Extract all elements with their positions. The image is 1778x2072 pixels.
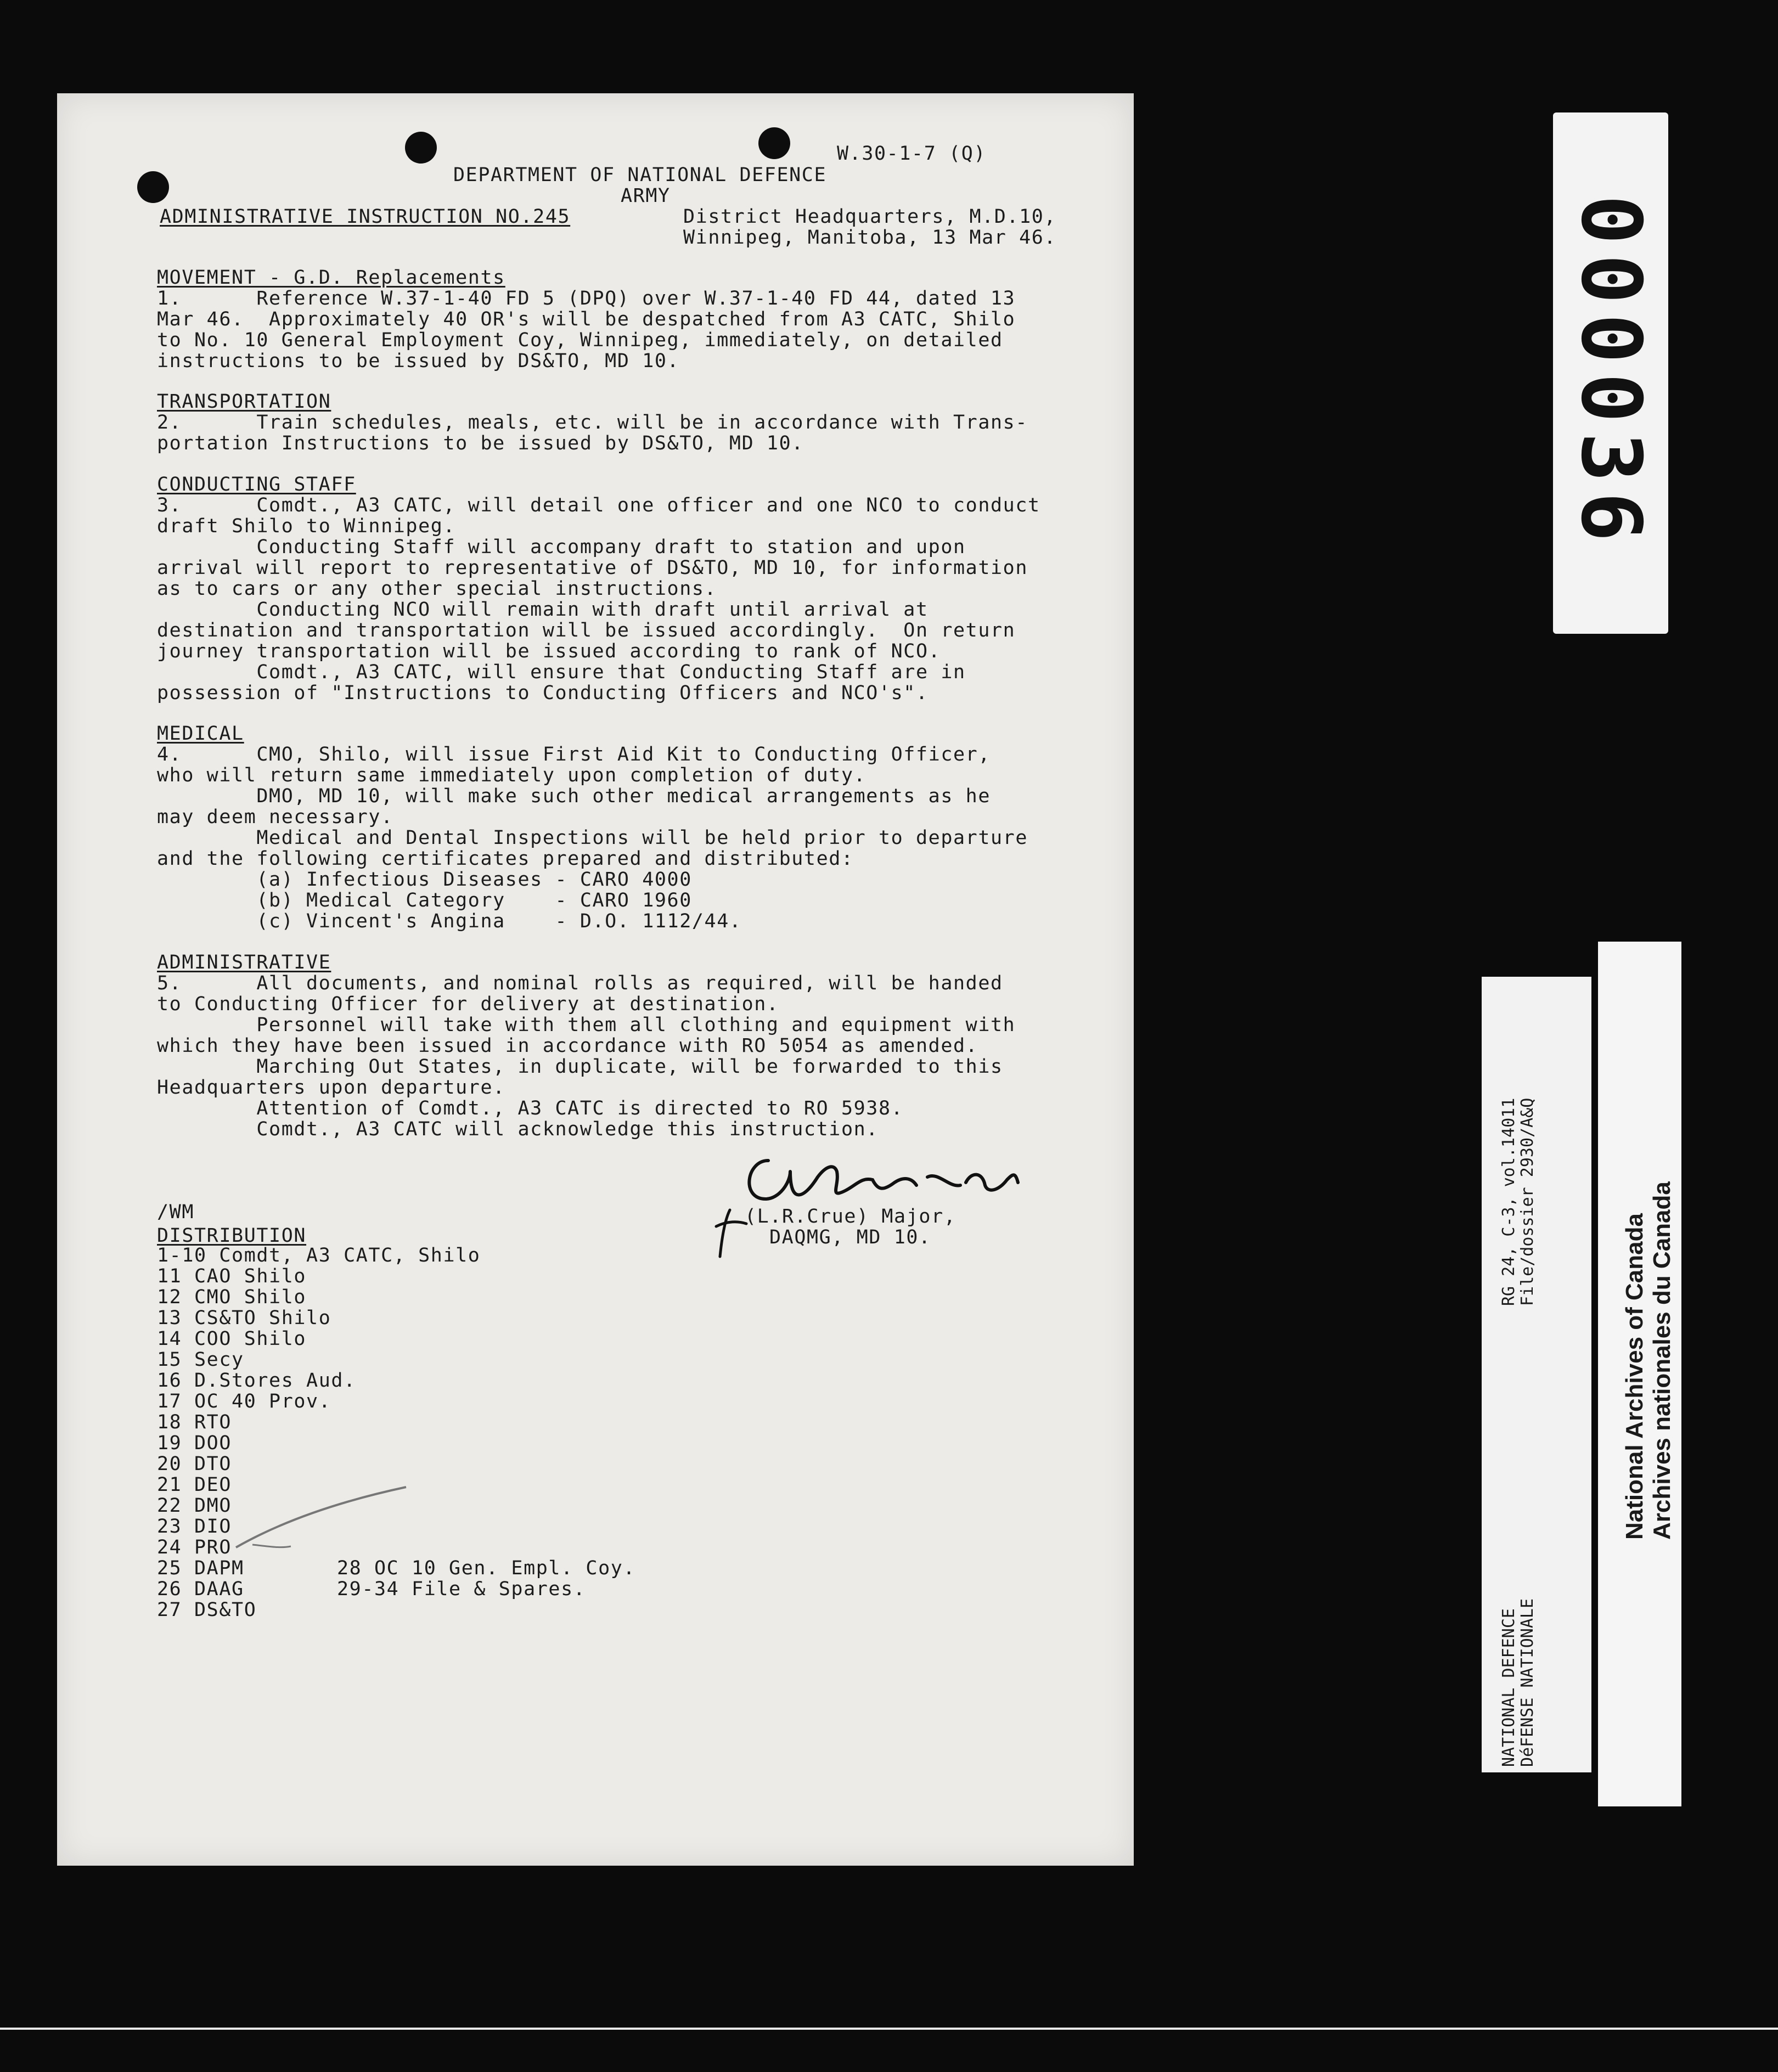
paragraph-line: 1. Reference W.37-1-40 FD 5 (DPQ) over W.37-1-40 FD 44, dated 13 — [157, 288, 1016, 309]
archives-canada-label — [1598, 942, 1681, 1806]
paragraph-line: destination and transportation will be issued accordingly. On return — [157, 620, 1016, 641]
paragraph-line: and the following certificates prepared and distributed: — [157, 848, 854, 870]
archive-reference-label — [1482, 977, 1591, 1772]
distribution-item: 1-10 Comdt, A3 CATC, Shilo — [157, 1245, 481, 1266]
hq-line-1: District Headquarters, M.D.10, — [683, 206, 1057, 228]
file-reference: W.30-1-7 (Q) — [837, 143, 987, 165]
punch-hole-left — [137, 171, 169, 203]
department-heading: DEPARTMENT OF NATIONAL DEFENCE — [453, 164, 827, 186]
paragraph-line: 5. All documents, and nominal rolls as required, will be handed — [157, 972, 1003, 994]
section-heading-administrative: ADMINISTRATIVE — [157, 951, 331, 973]
archive-dept-line-2: DéFENSE NATIONALE — [1518, 1598, 1537, 1767]
archive-dept-line-1: NATIONAL DEFENCE — [1499, 1608, 1518, 1767]
distribution-item: 29-34 File & Spares. — [337, 1578, 586, 1600]
paragraph-line: which they have been issued in accordance with RO 5054 as amended. — [157, 1035, 978, 1057]
frame-number-strip — [1553, 112, 1668, 634]
paragraph-line: Conducting Staff will accompany draft to station and upon — [157, 536, 966, 558]
distribution-item: 18 RTO — [157, 1411, 232, 1433]
distribution-item: 12 CMO Shilo — [157, 1286, 307, 1308]
paragraph-line: who will return same immediately upon completion of duty. — [157, 764, 867, 786]
signer-title: DAQMG, MD 10. — [769, 1226, 931, 1248]
distribution-item: 24 PRO — [157, 1536, 232, 1558]
instruction-title: ADMINISTRATIVE INSTRUCTION NO.245 — [160, 206, 571, 228]
paragraph-line: Personnel will take with them all clothing and equipment with — [157, 1014, 1016, 1036]
paragraph-line: possession of "Instructions to Conducting Officers and NCO's". — [157, 682, 929, 704]
paragraph-line: Medical and Dental Inspections will be held prior to departure — [157, 827, 1028, 849]
paragraph-line: 4. CMO, Shilo, will issue First Aid Kit to Conducting Officer, — [157, 744, 991, 765]
paragraph-line: portation Instructions to be issued by DS&TO, MD 10. — [157, 432, 804, 454]
paragraph-line: Attention of Comdt., A3 CATC is directed to RO 5938. — [157, 1097, 904, 1119]
frame-number: 000036 — [1563, 195, 1658, 551]
distribution-item: 15 Secy — [157, 1349, 244, 1371]
certificate-line: (b) Medical Category - CARO 1960 — [157, 889, 692, 911]
hq-line-2: Winnipeg, Manitoba, 13 Mar 46. — [683, 227, 1057, 249]
punch-hole-right — [758, 127, 790, 159]
certificate-line: (c) Vincent's Angina - D.O. 1112/44. — [157, 910, 742, 932]
distribution-item: 22 DMO — [157, 1495, 232, 1517]
distribution-item: 16 D.Stores Aud. — [157, 1370, 356, 1392]
paragraph-line: 2. Train schedules, meals, etc. will be in accordance with Trans- — [157, 412, 1028, 433]
distribution-item: 11 CAO Shilo — [157, 1265, 307, 1287]
paragraph-line: Comdt., A3 CATC will acknowledge this instruction. — [157, 1118, 879, 1140]
archive-ref-line-1: RG 24, C-3, vol.14011 — [1499, 1097, 1518, 1306]
distribution-item: 25 DAPM — [157, 1557, 244, 1579]
distribution-item: 13 CS&TO Shilo — [157, 1307, 331, 1329]
distribution-item: 26 DAAG — [157, 1578, 244, 1600]
paragraph-line: Headquarters upon departure. — [157, 1077, 505, 1099]
section-heading-movement: MOVEMENT - G.D. Replacements — [157, 267, 505, 289]
paragraph-line: may deem necessary. — [157, 806, 393, 828]
distribution-item: 17 OC 40 Prov. — [157, 1390, 331, 1412]
section-heading-transportation: TRANSPORTATION — [157, 391, 331, 413]
section-heading-conducting-staff: CONDUCTING STAFF — [157, 474, 356, 496]
certificate-line: (a) Infectious Diseases - CARO 4000 — [157, 869, 692, 891]
distribution-item: 28 OC 10 Gen. Empl. Coy. — [337, 1557, 636, 1579]
distribution-item: 27 DS&TO — [157, 1599, 257, 1621]
paragraph-line: Marching Out States, in duplicate, will be forwarded to this — [157, 1056, 1003, 1078]
paragraph-line: to Conducting Officer for delivery at destination. — [157, 993, 779, 1015]
paragraph-line: draft Shilo to Winnipeg. — [157, 515, 456, 537]
distribution-item: 23 DIO — [157, 1516, 232, 1538]
paragraph-line: DMO, MD 10, will make such other medical arrangements as he — [157, 785, 991, 807]
archives-name-french: Archives nationales du Canada — [1648, 1181, 1675, 1540]
distribution-item: 19 DOO — [157, 1432, 232, 1454]
signer-name: (L.R.Crue) Major, — [745, 1206, 956, 1228]
distribution-heading: DISTRIBUTION — [157, 1225, 307, 1247]
distribution-item: 14 COO Shilo — [157, 1328, 307, 1350]
paragraph-line: instructions to be issued by DS&TO, MD 10. — [157, 350, 680, 372]
section-heading-medical: MEDICAL — [157, 723, 244, 745]
paragraph-line: as to cars or any other special instructions. — [157, 578, 717, 600]
paragraph-line: Comdt., A3 CATC, will ensure that Conducting Staff are in — [157, 661, 966, 683]
paragraph-line: Conducting NCO will remain with draft until arrival at — [157, 599, 929, 621]
pencil-check-mark — [230, 1482, 417, 1558]
distribution-item: 21 DEO — [157, 1474, 232, 1496]
punch-hole-middle — [405, 132, 437, 164]
paragraph-line: 3. Comdt., A3 CATC, will detail one officer and one NCO to conduct — [157, 494, 1040, 516]
film-edge-line — [0, 2028, 1778, 2030]
branch-heading: ARMY — [621, 185, 671, 207]
paragraph-line: Mar 46. Approximately 40 OR's will be despatched from A3 CATC, Shilo — [157, 308, 1016, 330]
archive-ref-line-2: File/dossier 2930/A&Q — [1518, 1097, 1537, 1306]
typist-initials: /WM — [157, 1201, 195, 1223]
distribution-item: 20 DTO — [157, 1453, 232, 1475]
paragraph-line: journey transportation will be issued according to rank of NCO. — [157, 640, 941, 662]
paragraph-line: to No. 10 General Employment Coy, Winnipeg, immediately, on detailed — [157, 329, 1003, 351]
archives-name-english: National Archives of Canada — [1621, 1213, 1648, 1540]
paragraph-line: arrival will report to representative of DS&TO, MD 10, for information — [157, 557, 1028, 579]
